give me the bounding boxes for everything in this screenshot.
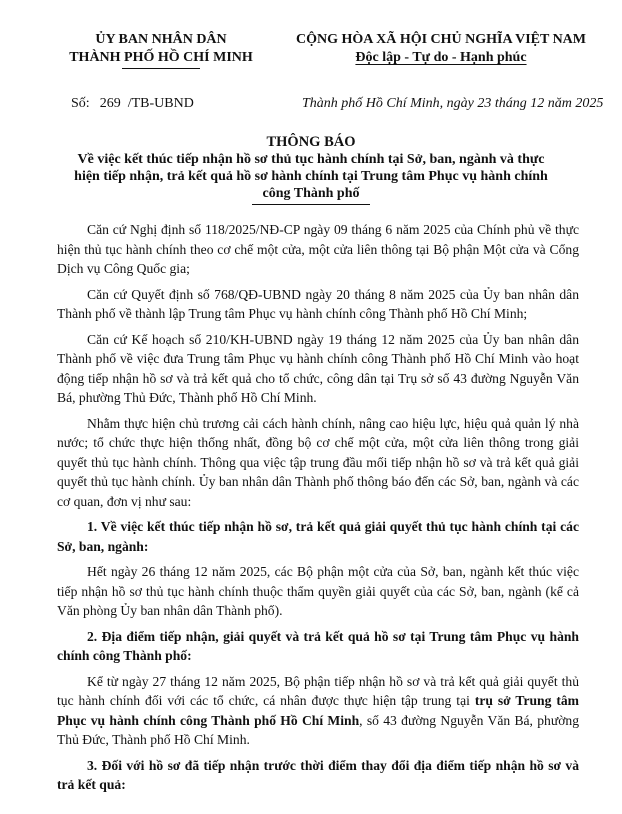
authority-underline	[122, 68, 200, 69]
issuing-authority	[55, 31, 267, 69]
section-heading-3: 3. Đối với hồ sơ đã tiếp nhận trước thời điểm thay đổi địa điểm tiếp nhận hồ sơ và trả kết quả:	[57, 757, 579, 792]
paragraph-section-1: Hết ngày 26 tháng 12 năm 2025, các Bộ phận một cửa của Sở, ban, ngành kết thúc việc tiếp nhận hồ sơ thủ tục hành chính thuộc thẩm quyền giải quyết của các Sở, ban, ngành (kể cả Văn phòng Ủy ban nhân dân Thành phố).	[57, 564, 579, 618]
section-heading-2: 2. Địa điểm tiếp nhận, giải quyết và trả kết quả hồ sơ tại Trung tâm Phục vụ hành chính công Thành phố:	[57, 628, 579, 663]
document-header	[0, 31, 622, 77]
paragraph-section-2	[57, 672, 579, 750]
national-name: CỘNG HÒA XÃ HỘI CHỦ NGHĨA VIỆT NAM	[295, 32, 586, 47]
paragraph-purpose: Nhằm thực hiện chủ trương cải cách hành chính, nâng cao hiệu lực, hiệu quả quản lý nhà nước; tổ chức thực hiện thống nhất, đồng bộ cơ chế một cửa, một cửa liên thông trong giải quyết thủ tục hành chính. Thông qua việc tập trung đầu mối tiếp nhận hồ sơ và trả kết quả giải quyết thủ tục hành chính. Ủy ban nhân dân Thành phố thông báo đến các Sở, ban, ngành và các cơ quan, đơn vị như sau:	[57, 415, 579, 509]
document-body	[57, 220, 579, 801]
paragraph-legal-basis-3: Căn cứ Kế hoạch số 210/KH-UBND ngày 19 tháng 12 năm 2025 của Ủy ban nhân dân Thành phố về việc đưa Trung tâm Phục vụ hành chính công Thành phố Hồ Chí Minh vào hoạt động tiếp nhận hồ sơ và trả kết quả cho tổ chức, công dân tại Trụ sở số 43 đường Nguyễn Văn Bá, phường Thủ Đức, Thành phố Hồ Chí Minh.	[57, 331, 579, 405]
authority-line-1: ỦY BAN NHÂN DÂN	[95, 32, 227, 47]
document-number-line	[0, 96, 622, 114]
document-date: Thành phố Hồ Chí Minh, ngày 23 tháng 12 năm 2025	[302, 96, 604, 111]
paragraph-section-2-part-1: Kể từ ngày 27 tháng 12 năm 2025, Bộ phận tiếp nhận hồ sơ và trả kết quả giải quyết thủ tục hành chính đối với các tổ chức, cá nhân được thực hiện tập trung tại	[57, 673, 579, 708]
document-number-value: 269	[99, 96, 121, 111]
paragraph-legal-basis-2: Căn cứ Quyết định số 768/QĐ-UBND ngày 20 tháng 8 năm 2025 của Ủy ban nhân dân Thành phố về thành lập Trung tâm Phục vụ hành chính công Thành phố Hồ Chí Minh;	[57, 286, 579, 321]
title-underline	[252, 204, 370, 205]
national-title	[286, 31, 596, 67]
center-address-emphasis: trụ sở Trung tâm Phục vụ hành chính công Thành phố Hồ Chí Minh	[57, 693, 579, 728]
national-motto: Độc lập - Tự do - Hạnh phúc	[355, 50, 527, 65]
document-number-label: Số:	[71, 96, 90, 111]
section-heading-1: 1. Về việc kết thúc tiếp nhận hồ sơ, trả kết quả giải quyết thủ tục hành chính tại các Sở, ban, ngành:	[57, 519, 579, 554]
paragraph-section-2-part-3: , số 43 đường Nguyễn Văn Bá, phường Thủ Đức, Thành phố Hồ Chí Minh.	[57, 712, 579, 747]
document-number	[71, 96, 194, 112]
authority-line-2: THÀNH PHỐ HỒ CHÍ MINH	[69, 50, 253, 65]
document-title	[72, 134, 550, 205]
paragraph-legal-basis-1: Căn cứ Nghị định số 118/2025/NĐ-CP ngày 09 tháng 6 năm 2025 của Chính phủ về thực hiện thủ tục hành chính theo cơ chế một cửa, một cửa liên thông tại Bộ phận Một cửa và Cổng Dịch vụ Công Quốc gia;	[57, 222, 579, 276]
document-type: THÔNG BÁO	[266, 134, 356, 150]
document-number-suffix: /TB-UBND	[127, 96, 194, 111]
document-subject: Về việc kết thúc tiếp nhận hồ sơ thủ tục hành chính tại Sở, ban, ngành và thực hiện tiếp nhận, trả kết quả hồ sơ hành chính tại Trung tâm Phục vụ hành chính công Thành phố	[74, 152, 548, 201]
